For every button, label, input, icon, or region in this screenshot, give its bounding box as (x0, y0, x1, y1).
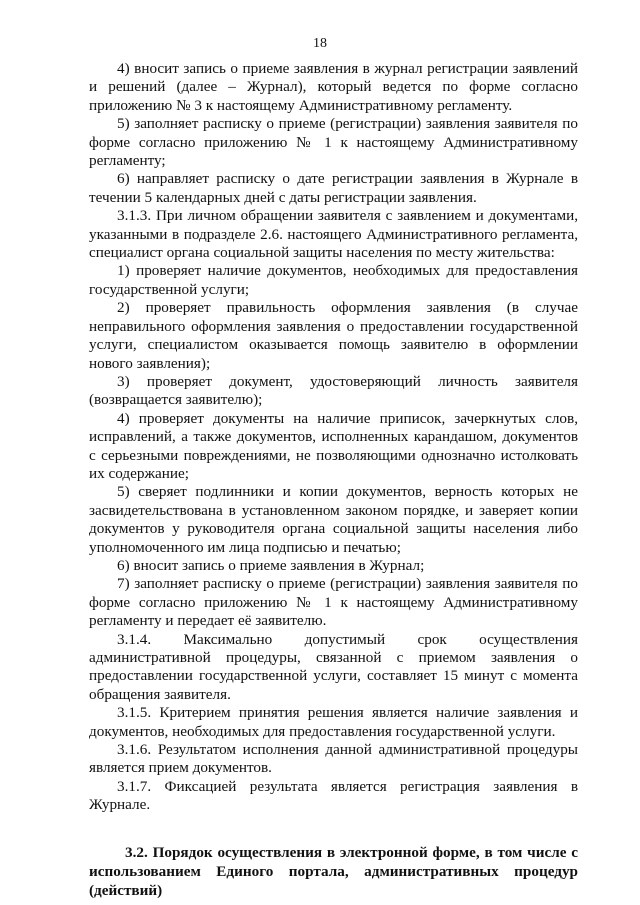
paragraph: 2) проверяет правильность оформления заявления (в случае неправильного оформления заявления о предоставлении государственной услуги, специалистом оказывается помощь заявителю в оформлении нового заявления); (89, 299, 578, 372)
paragraph: 3.1.5. Критерием принятия решения является наличие заявления и документов, необходимых для предоставления государственной услуги. (89, 704, 578, 740)
section-heading: 3.2. Порядок осуществления в электронной форме, в том числе с использованием Единого портала, административных процедур (действий) (89, 843, 578, 899)
paragraph: 3.1.6. Результатом исполнения данной административной процедуры является прием документов. (89, 741, 578, 777)
paragraph: 7) заполняет расписку о приеме (регистрации) заявления заявителя по форме согласно приложению № 1 к настоящему Административному регламенту и передает её заявителю. (89, 575, 578, 630)
paragraph: 3) проверяет документ, удостоверяющий личность заявителя (возвращается заявителю); (89, 372, 578, 409)
document-body (89, 60, 578, 900)
paragraph: 5) заполняет расписку о приеме (регистрации) заявления заявителя по форме согласно приложению № 1 к настоящему Административному регламенту; (89, 115, 578, 170)
paragraph: 6) направляет расписку о дате регистрации заявления в Журнале в течении 5 календарных дней с даты регистрации заявления. (89, 170, 578, 206)
paragraph: 3.1.3. При личном обращении заявителя с заявлением и документами, указанными в подразделе 2.6. настоящего Административного регламента, специалист органа социальной защиты населения по месту жительства: (89, 207, 578, 262)
page-number: 18 (313, 36, 327, 51)
paragraph: 4) вносит запись о приеме заявления в журнал регистрации заявлений и решений (далее – Журнал), который ведется по форме согласно приложению № 3 к настоящему Административному регламенту. (89, 60, 578, 114)
paragraph: 4) проверяет документы на наличие приписок, зачеркнутых слов, исправлений, а также документов, исполненных карандашом, документов с серьезными повреждениями, не позволяющими однозначно истолковать их содержание; (89, 409, 578, 482)
paragraph: 5) сверяет подлинники и копии документов, верность которых не засвидетельствована в установленном законом порядке, и заверяет копии документов у руководителя органа социальной защиты населения либо уполномоченного им лица подписью и печатью; (89, 483, 578, 556)
paragraph: 1) проверяет наличие документов, необходимых для предоставления государственной услуги; (89, 262, 578, 298)
paragraph: 3.1.7. Фиксацией результата является регистрация заявления в Журнале. (89, 777, 578, 814)
paragraph: 3.1.4. Максимально допустимый срок осуществления административной процедуры, связанной с приемом заявления о предоставлении государственной услуги, составляет 15 минут с момента обращения заявителя. (89, 630, 578, 703)
paragraph: 6) вносит запись о приеме заявления в Журнал; (117, 556, 425, 574)
